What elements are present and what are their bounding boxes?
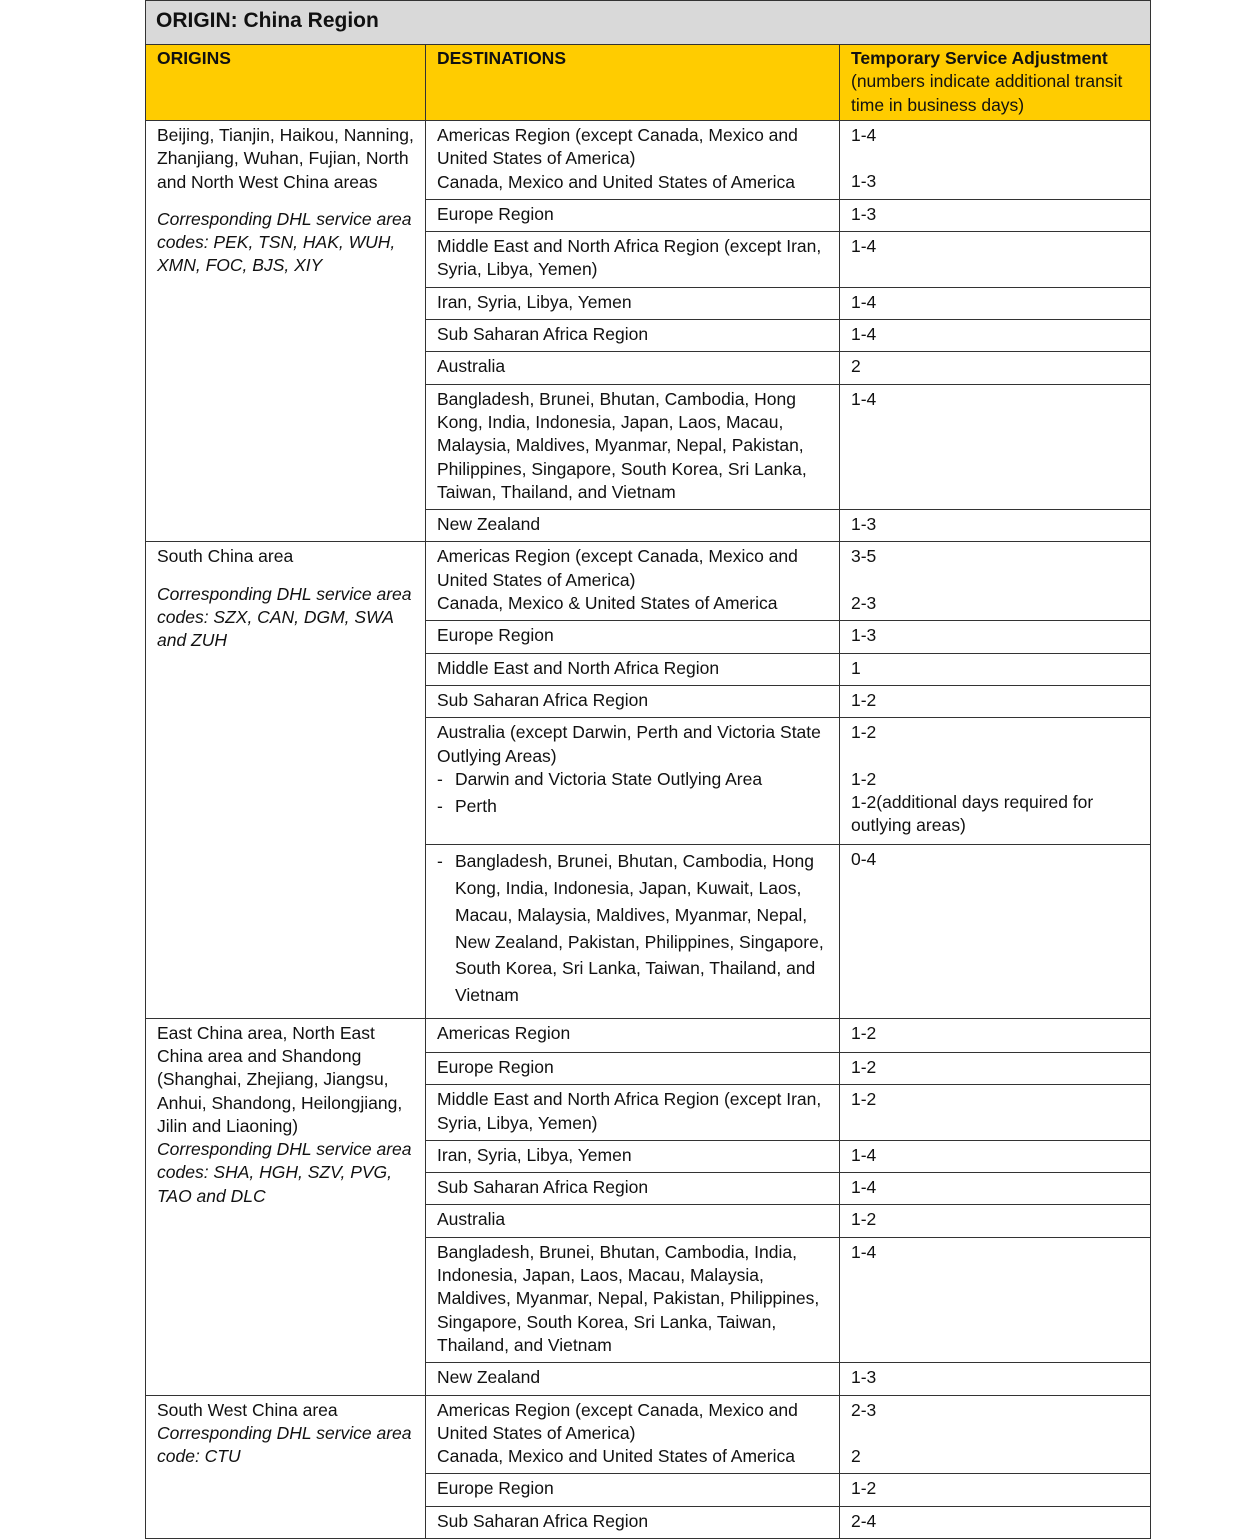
destination-cell <box>426 542 840 621</box>
service-adjustment-document <box>145 0 1150 1539</box>
sub-destination-text: Darwin and Victoria State Outlying Area <box>455 768 763 789</box>
adjustment-cell <box>840 1395 1151 1474</box>
destination-cell: Iran, Syria, Libya, Yemen <box>426 1140 840 1172</box>
adjustment-cell: 1-4 <box>840 1237 1151 1362</box>
destination-cell: Europe Region <box>426 1474 840 1506</box>
origin-name: South China area <box>157 546 294 567</box>
sub-destination-text: Perth <box>455 796 497 817</box>
destination-cell <box>426 845 840 1018</box>
adjustment-cell: 1-4 <box>840 384 1151 509</box>
adjustment-cell: 1-3 <box>840 621 1151 653</box>
adjustment-cell: 1-2 <box>840 1018 1151 1052</box>
adjustment-cell: 1-3 <box>840 510 1151 542</box>
origin-name: South West China area <box>157 1399 338 1420</box>
adjustment-cell: 1-2 <box>840 1052 1151 1084</box>
adjustment-cell: 1-2 <box>840 1474 1151 1506</box>
destination-text: Australia (except Darwin, Perth and Victoria State Outlying Areas) <box>437 722 821 766</box>
adjustment-value: 1-3 <box>851 171 877 192</box>
destination-cell: Bangladesh, Brunei, Bhutan, Cambodia, Hong Kong, India, Indonesia, Japan, Laos, Macau, Malaysia, Maldives, Myanmar, Nepal, Pakistan, Philippines, Singapore, South Korea, Sri Lanka, Taiwan, Thailand, and Vietnam <box>426 384 840 509</box>
destination-cell: Sub Saharan Africa Region <box>426 1173 840 1205</box>
adjustment-value: 1-4 <box>851 125 877 145</box>
destination-cell: Europe Region <box>426 1052 840 1084</box>
destination-cell <box>426 1395 840 1474</box>
destination-text: Canada, Mexico and United States of America <box>437 171 795 192</box>
dash-bullet: - <box>437 768 443 789</box>
adjustment-cell: 1-4 <box>840 320 1151 352</box>
destination-cell: New Zealand <box>426 1363 840 1395</box>
adjustment-cell: 0-4 <box>840 845 1151 1018</box>
dash-bullet: - <box>437 851 443 872</box>
destination-cell: Middle East and North Africa Region <box>426 653 840 685</box>
origin-cell <box>146 1395 426 1538</box>
adjustment-value: 1-2(additional days required for outlying areas) <box>851 791 1094 836</box>
destination-text: Americas Region (except Canada, Mexico and United States of America) <box>437 546 798 590</box>
sub-destination <box>437 768 829 791</box>
adjustment-cell <box>840 718 1151 845</box>
origin-service-codes: Corresponding DHL service area codes: PEK, TSN, HAK, WUH, XMN, FOC, BJS, XIY <box>157 208 412 276</box>
adjustment-cell: 1 <box>840 653 1151 685</box>
destination-cell: Iran, Syria, Libya, Yemen <box>426 287 840 319</box>
sub-destination <box>437 795 829 818</box>
table-row <box>146 1018 1151 1052</box>
origin-service-codes: Corresponding DHL service area code: CTU <box>157 1422 412 1467</box>
destination-cell: Bangladesh, Brunei, Bhutan, Cambodia, India, Indonesia, Japan, Laos, Macau, Malaysia, Maldives, Myanmar, Nepal, Pakistan, Philippines, Singapore, South Korea, Sri Lanka, Taiwan, Thailand, and Vietnam <box>426 1237 840 1362</box>
origin-name: East China area, North East China area and Shandong (Shanghai, Zhejiang, Jiangsu, Anhui, Shandong, Heilongjiang, Jilin and Liaoning) <box>157 1022 403 1136</box>
destination-cell: Australia <box>426 1205 840 1237</box>
adjustment-cell: 2-4 <box>840 1506 1151 1538</box>
adjustment-cell: 1-2 <box>840 685 1151 717</box>
destination-text: Canada, Mexico & United States of America <box>437 593 778 614</box>
destination-text: Canada, Mexico and United States of America <box>437 1446 795 1467</box>
adjustment-value: 1-2 <box>851 768 877 789</box>
destination-cell: Sub Saharan Africa Region <box>426 320 840 352</box>
destination-text: Americas Region (except Canada, Mexico and United States of America) <box>437 1399 798 1443</box>
adjustment-value: 3-5 <box>851 546 877 567</box>
destination-cell: Europe Region <box>426 621 840 653</box>
adjustment-cell: 2 <box>840 352 1151 384</box>
origin-cell <box>146 542 426 1018</box>
service-adjustment-table <box>145 0 1151 1539</box>
destination-cell: Sub Saharan Africa Region <box>426 685 840 717</box>
destination-cell: Europe Region <box>426 199 840 231</box>
sub-destination <box>437 848 829 1008</box>
destination-cell: Australia <box>426 352 840 384</box>
table-row <box>146 542 1151 621</box>
column-header-row <box>146 45 1151 121</box>
adjustment-cell: 1-2 <box>840 1205 1151 1237</box>
adjustment-cell: 1-4 <box>840 232 1151 288</box>
table-row <box>146 1395 1151 1474</box>
adjustment-header-title: Temporary Service Adjustment <box>851 48 1108 68</box>
adjustment-cell: 1-4 <box>840 1140 1151 1172</box>
adjustment-cell: 1-2 <box>840 1085 1151 1141</box>
adjustment-header-note: (numbers indicate additional transit time in business days) <box>851 71 1123 115</box>
destination-cell: New Zealand <box>426 510 840 542</box>
origin-cell <box>146 121 426 542</box>
origin-name: Beijing, Tianjin, Haikou, Nanning, Zhanjiang, Wuhan, Fujian, North and North West China areas <box>157 125 414 192</box>
adjustment-value: 2 <box>851 1445 861 1466</box>
adjustment-value: 2-3 <box>851 1399 877 1420</box>
table-title-row <box>146 1 1151 45</box>
destination-cell: Middle East and North Africa Region (except Iran, Syria, Libya, Yemen) <box>426 1085 840 1141</box>
adjustment-value: 2-3 <box>851 592 877 613</box>
destination-cell <box>426 121 840 200</box>
adjustment-cell <box>840 121 1151 200</box>
origin-service-codes: Corresponding DHL service area codes: SZX, CAN, DGM, SWA and ZUH <box>157 583 412 651</box>
origin-cell <box>146 1018 426 1395</box>
adjustment-value: 1-2 <box>851 722 877 743</box>
destination-text: Americas Region (except Canada, Mexico and United States of America) <box>437 125 798 169</box>
destination-cell: Middle East and North Africa Region (except Iran, Syria, Libya, Yemen) <box>426 232 840 288</box>
destination-cell: Americas Region <box>426 1018 840 1052</box>
origin-service-codes: Corresponding DHL service area codes: SHA, HGH, SZV, PVG, TAO and DLC <box>157 1139 412 1206</box>
adjustment-cell: 1-4 <box>840 1173 1151 1205</box>
adjustment-cell: 1-3 <box>840 1363 1151 1395</box>
destination-cell <box>426 718 840 845</box>
destination-cell: Sub Saharan Africa Region <box>426 1506 840 1538</box>
origins-header: ORIGINS <box>146 45 426 121</box>
adjustment-cell: 1-4 <box>840 287 1151 319</box>
adjustment-cell: 1-3 <box>840 199 1151 231</box>
table-row <box>146 121 1151 200</box>
adjustment-cell <box>840 542 1151 621</box>
destinations-header: DESTINATIONS <box>426 45 840 121</box>
sub-destination-text: Bangladesh, Brunei, Bhutan, Cambodia, Hong Kong, India, Indonesia, Japan, Kuwait, Laos, Macau, Malaysia, Maldives, Myanmar, Nepal, New Zealand, Pakistan, Philippines, Singapore, South Korea, Sri Lanka, Taiwan, Thailand, and Vietnam <box>455 851 824 1005</box>
table-title: ORIGIN: China Region <box>146 1 1151 45</box>
adjustment-header <box>840 45 1151 121</box>
dash-bullet: - <box>437 796 443 817</box>
